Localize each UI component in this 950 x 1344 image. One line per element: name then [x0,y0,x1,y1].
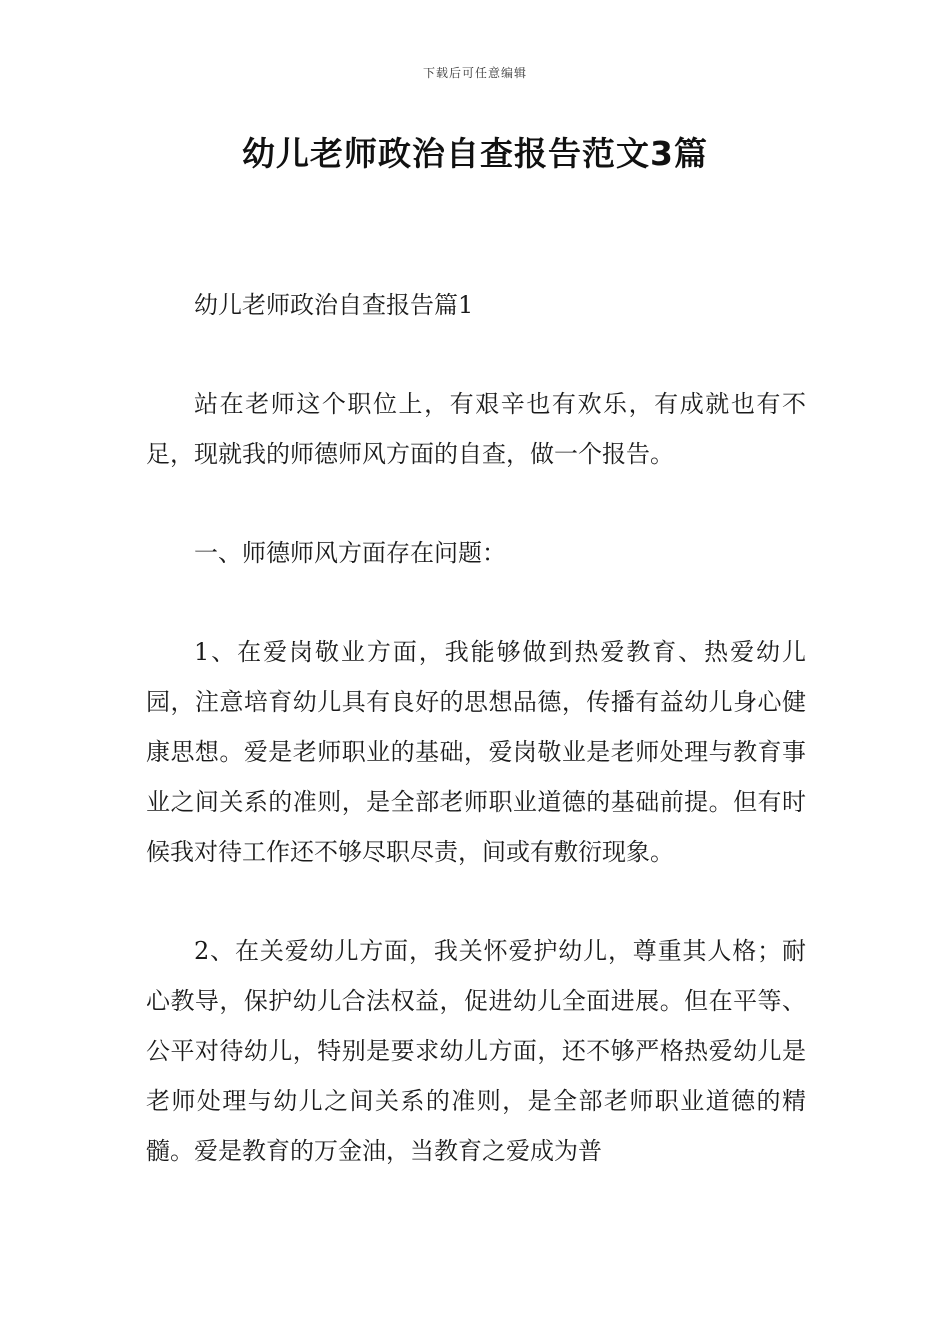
item-paragraph-2: 2、在关爱幼儿方面，我关怀爱护幼儿，尊重其人格；耐心教导，保护幼儿合法权益，促进幼儿全面进展。但在平等、公平对待幼儿，特别是要求幼儿方面，还不够严格热爱幼儿是老师处理与幼儿之间关系的准则，是全部老师职业道德的精髓。爱是教育的万金油，当教育之爱成为普 [146,937,806,1165]
section-heading: 幼儿老师政治自查报告篇1 [194,291,474,319]
problems-heading: 一、师德师风方面存在问题： [194,539,506,567]
document-title: 幼儿老师政治自查报告范文3篇 [242,134,708,173]
intro-paragraph: 站在老师这个职位上，有艰辛也有欢乐，有成就也有不足，现就我的师德师风方面的自查，做一个报告。 [146,390,806,468]
item-paragraph-1: 1、在爱岗敬业方面，我能够做到热爱教育、热爱幼儿园，注意培育幼儿具有良好的思想品德，传播有益幼儿身心健康思想。爱是老师职业的基础，爱岗敬业是老师处理与教育事业之间关系的准则，是全部老师职业道德的基础前提。但有时候我对待工作还不够尽职尽责，间或有敷衍现象。 [146,638,806,866]
document-body [146,280,806,1225]
header-note: 下载后可任意编辑 [422,66,527,80]
